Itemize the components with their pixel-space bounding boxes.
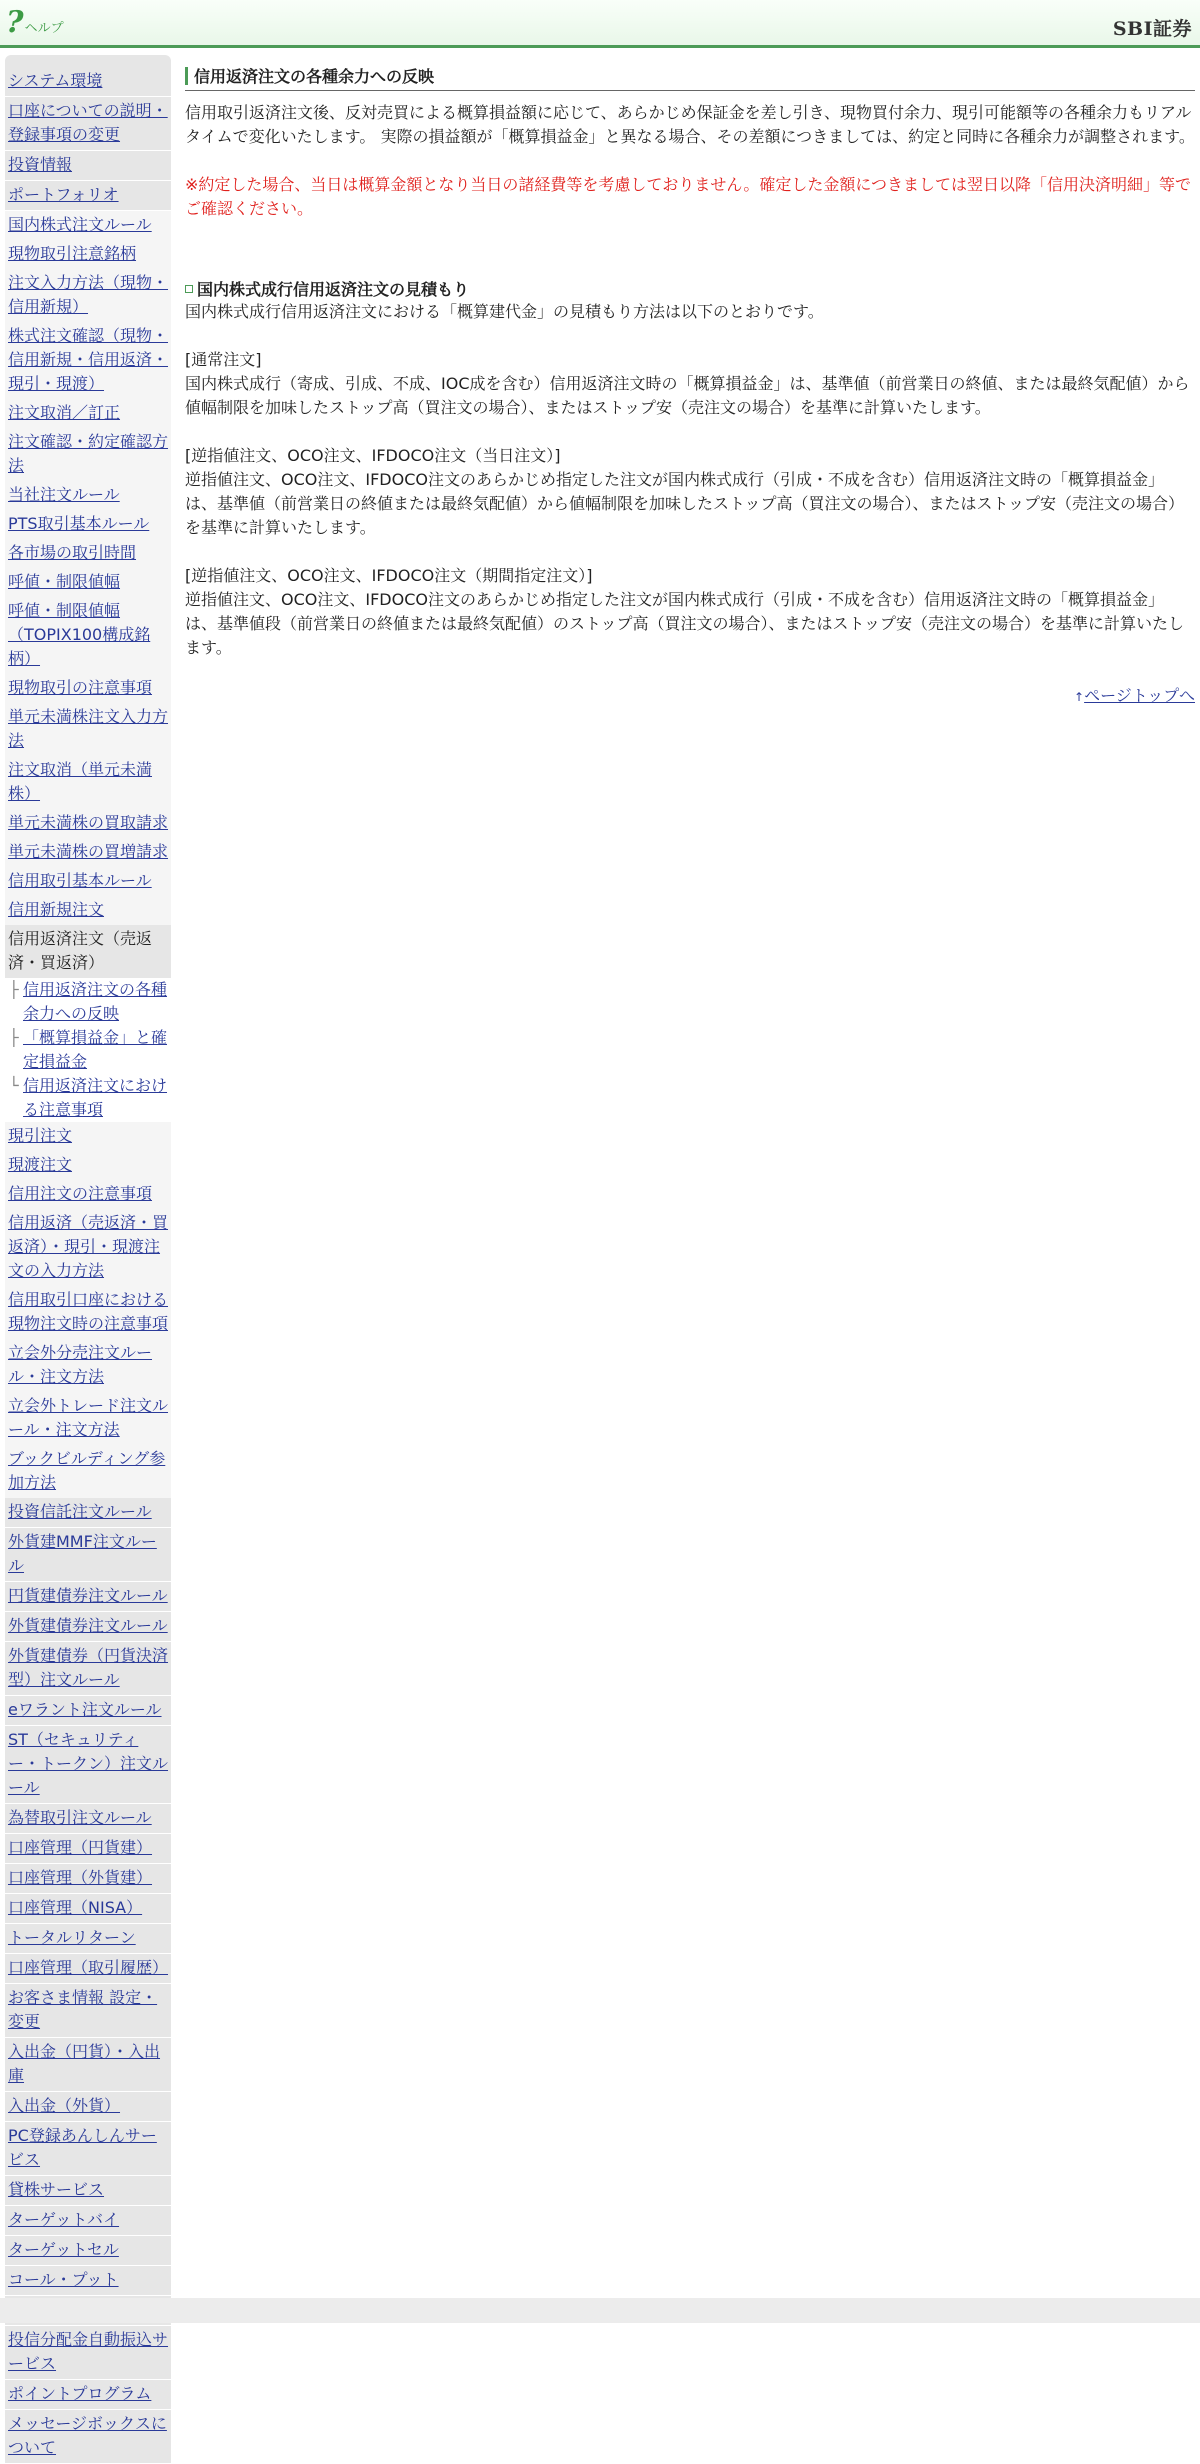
sidebar-item-link[interactable]: 現物取引の注意事項	[8, 678, 153, 697]
sidebar-item[interactable]	[5, 1924, 171, 1954]
sidebar-item[interactable]	[5, 240, 171, 269]
sidebar-item[interactable]	[5, 481, 171, 510]
sidebar-item[interactable]	[5, 97, 171, 151]
sidebar-nav	[5, 55, 171, 2464]
sidebar-item-link[interactable]: eワラント注文ルール	[8, 1700, 162, 1719]
sidebar-item[interactable]	[5, 1286, 171, 1339]
sidebar-item-link[interactable]: ブックビルディング参加方法	[8, 1449, 166, 1492]
sidebar-item-link[interactable]: 単元未満株注文入力方法	[8, 707, 169, 750]
sidebar-item-link[interactable]: 注文取消／訂正	[8, 403, 121, 422]
sidebar-top-list	[5, 67, 171, 211]
block-text: 逆指値注文、OCO注文、IFDOCO注文のあらかじめ指定した注文が国内株式成行（引成・不成を含む）信用返済注文時の「概算損益金」は、基準値（前営業日の終値または最終気配値）から値幅制限を加味したストップ高（買注文の場合）、またはストップ安（売注文の場合）を基準に計算いたします。	[185, 470, 1185, 537]
sidebar-item[interactable]	[5, 2326, 171, 2380]
footer-band	[0, 2298, 1200, 2323]
sidebar-item[interactable]	[5, 151, 171, 181]
sidebar-item[interactable]	[5, 2410, 171, 2464]
sidebar-item-link[interactable]: 信用注文の注意事項	[8, 1184, 153, 1203]
sidebar-item-link[interactable]: 入出金（外貨）	[8, 2096, 121, 2115]
help-link[interactable]	[6, 5, 64, 40]
sidebar-item[interactable]	[5, 674, 171, 703]
sidebar-item-link[interactable]: ポートフォリオ	[8, 185, 119, 204]
sidebar-item[interactable]	[5, 1151, 171, 1180]
sidebar-item-link[interactable]: 外貨建債券（円貨決済型）注文ルール	[8, 1646, 169, 1689]
sidebar-stock-group	[5, 211, 171, 1498]
sidebar-item-link[interactable]: 為替取引注文ルール	[8, 1808, 152, 1827]
sidebar-item-link[interactable]: 外貨建MMF注文ルール	[8, 1532, 157, 1575]
sidebar-item-active-label: 信用返済注文（売返済・買返済）	[8, 929, 153, 972]
sidebar-item-link[interactable]: 注文確認・約定確認方法	[8, 432, 169, 475]
sidebar-item-link[interactable]: 当社注文ルール	[8, 485, 120, 504]
sidebar-item[interactable]	[5, 809, 171, 838]
sidebar-item-link[interactable]: 信用取引基本ルール	[8, 871, 152, 890]
sidebar-sub-item[interactable]	[5, 978, 171, 1026]
sidebar-item[interactable]	[5, 1392, 171, 1445]
sidebar-item-link[interactable]: 単元未満株の買増請求	[8, 842, 169, 861]
sidebar-item-link[interactable]: ターゲットバイ	[8, 2210, 120, 2229]
block-text: 国内株式成行（寄成、引成、不成、IOC成を含む）信用返済注文時の「概算損益金」は、基準値（前営業日の終値、または最終気配値）から値幅制限を加味したストップ高（買注文の場合）、またはストップ安（売注文の場合）を基準に計算いたします。	[185, 374, 1190, 417]
sidebar-item-link[interactable]: 口座についての説明・登録事項の変更	[8, 101, 168, 144]
sidebar-item[interactable]	[5, 2122, 171, 2176]
sidebar-item[interactable]	[5, 2092, 171, 2122]
sidebar-item[interactable]	[5, 510, 171, 539]
sidebar-item[interactable]	[5, 1726, 171, 1804]
page-top-link[interactable]: ページトップへ	[1084, 686, 1195, 705]
sidebar-item-link[interactable]: 立会外トレード注文ルール・注文方法	[8, 1396, 169, 1439]
sidebar-sub-item[interactable]	[5, 1026, 171, 1074]
help-question-icon: ?	[6, 5, 24, 40]
section-heading	[185, 277, 1195, 300]
sidebar-item[interactable]	[5, 2176, 171, 2206]
sidebar-item[interactable]	[5, 1445, 171, 1498]
sidebar-item-link[interactable]: ポイントプログラム	[8, 2384, 152, 2403]
sidebar-item[interactable]	[5, 1894, 171, 1924]
sidebar-item-link[interactable]: ST（セキュリティー・トークン）注文ルール	[8, 1730, 169, 1797]
sidebar-item-link[interactable]: 円貨建債券注文ルール	[8, 1586, 168, 1605]
sidebar-item[interactable]	[5, 1122, 171, 1151]
sidebar-item-link[interactable]: 貸株サービス	[8, 2180, 105, 2199]
page-top-wrap	[185, 684, 1195, 709]
sidebar-sub-list	[5, 978, 171, 1122]
sidebar-item[interactable]	[5, 211, 171, 240]
sidebar-item[interactable]	[5, 1612, 171, 1642]
sidebar-item-link[interactable]: 立会外分売注文ルール・注文方法	[8, 1343, 153, 1386]
sidebar-item-link[interactable]: 投資信託注文ルール	[8, 1502, 152, 1521]
block-title: [通常注文]	[185, 350, 262, 369]
main-content	[185, 62, 1195, 709]
sidebar-item[interactable]	[5, 867, 171, 896]
sidebar-item-link[interactable]: トータルリターン	[8, 1928, 136, 1947]
sidebar-item[interactable]	[5, 703, 171, 756]
sidebar-item-link[interactable]: 株式注文確認（現物・信用新規・信用返済・現引・現渡）	[8, 326, 169, 393]
block-stop-period	[185, 564, 1195, 660]
sidebar-item[interactable]	[5, 1804, 171, 1834]
sidebar-item[interactable]	[5, 1954, 171, 1984]
notice-paragraph: ※約定した場合、当日は概算金額となり当日の諸経費等を考慮しておりません。確定した金額につきましては翌日以降「信用決済明細」等でご確認ください。	[185, 175, 1192, 218]
sidebar-item[interactable]	[5, 399, 171, 428]
sidebar-item[interactable]	[5, 2380, 171, 2410]
header-bar	[0, 0, 1200, 48]
sidebar-item[interactable]	[5, 428, 171, 481]
sidebar-item[interactable]	[5, 1209, 171, 1286]
sidebar-item-link[interactable]: 単元未満株の買取請求	[8, 813, 169, 832]
sidebar-item[interactable]	[5, 2206, 171, 2236]
sidebar-item[interactable]	[5, 1180, 171, 1209]
arrow-up-icon: ↑	[1074, 690, 1085, 704]
sidebar-item[interactable]	[5, 322, 171, 399]
help-label: ヘルプ	[24, 21, 64, 36]
sidebar-item-link[interactable]: 口座管理（外貨建）	[8, 1868, 153, 1887]
sidebar-item-link[interactable]: 各市場の取引時間	[8, 543, 137, 562]
sidebar-item-link[interactable]: 外貨建債券注文ルール	[8, 1616, 168, 1635]
sidebar-item[interactable]	[5, 1528, 171, 1582]
sidebar-item-link[interactable]: 入出金（円貨）・入出庫	[8, 2042, 161, 2085]
section-title: 国内株式成行信用返済注文の見積もり	[197, 280, 470, 299]
tree-branch-icon: ├	[9, 1028, 19, 1047]
sidebar-item-link[interactable]: 信用取引口座における現物注文時の注意事項	[8, 1290, 169, 1333]
sidebar-sub-item-link[interactable]: 「概算損益金」と確定損益金	[23, 1028, 168, 1071]
sidebar-item-link[interactable]: 投信分配金自動振込サービス	[8, 2330, 169, 2373]
sidebar-item-link[interactable]: 現物取引注意銘柄	[8, 244, 137, 263]
intro-paragraph: 信用取引返済注文後、反対売買による概算損益額に応じて、あらかじめ保証金を差し引き、現物買付余力、現引可能額等の各種余力もリアルタイムで変化いたします。 実際の損益額が「概算損益金」と異なる場合、その差額につきましては、約定と同時に各種余力が調整されます。	[185, 103, 1195, 146]
sidebar-group-list	[5, 211, 171, 925]
sidebar-item-link[interactable]: ターゲットセル	[8, 2240, 119, 2259]
sidebar-item-link[interactable]: 口座管理（円貨建）	[8, 1838, 153, 1857]
sidebar-item[interactable]	[5, 1834, 171, 1864]
sidebar-item-link[interactable]: 現渡注文	[8, 1155, 73, 1174]
sidebar-item-link[interactable]: 信用新規注文	[8, 900, 105, 919]
sidebar-item[interactable]	[5, 2236, 171, 2266]
square-bullet-icon	[185, 285, 193, 293]
sidebar-item-link[interactable]: 呼値・制限値幅	[8, 572, 121, 591]
sidebar-item[interactable]	[5, 597, 171, 674]
sidebar-item-link[interactable]: お客さま情報 設定・変更	[8, 1988, 158, 2031]
sidebar-item-link[interactable]: 呼値・制限値幅（TOPIX100構成銘柄）	[8, 601, 151, 668]
sidebar-item-link[interactable]: PC登録あんしんサービス	[8, 2126, 157, 2169]
section-description: 国内株式成行信用返済注文における「概算建代金」の見積もり方法は以下のとおりです。	[185, 302, 824, 321]
sidebar-item-link[interactable]: 注文入力方法（現物・信用新規）	[8, 273, 169, 316]
sidebar-item[interactable]	[5, 2038, 171, 2092]
sidebar-item-link[interactable]: 注文取消（単元未満株）	[8, 760, 153, 803]
sidebar-item[interactable]	[5, 539, 171, 568]
sidebar-item-link[interactable]: メッセージボックスについて	[8, 2414, 167, 2457]
sidebar-item[interactable]	[5, 2266, 171, 2296]
sidebar-item[interactable]	[5, 1498, 171, 1528]
sidebar-item[interactable]	[5, 896, 171, 925]
sidebar-item-link[interactable]: コール・プット	[8, 2270, 119, 2289]
block-title: [逆指値注文、OCO注文、IFDOCO注文（期間指定注文）]	[185, 566, 593, 585]
block-stop-same-day	[185, 444, 1195, 540]
sidebar-item[interactable]	[5, 838, 171, 867]
brand-logo: SBI証券	[1112, 18, 1192, 40]
sidebar-sub-item[interactable]	[5, 1074, 171, 1122]
block-normal-order	[185, 348, 1195, 420]
sidebar-item-link[interactable]: 国内株式注文ルール	[8, 215, 152, 234]
sidebar-item-link[interactable]: 信用返済（売返済・買返済）・現引・現渡注文の入力方法	[8, 1213, 169, 1280]
sidebar-item-link[interactable]: システム環境	[8, 71, 103, 90]
sidebar-item[interactable]	[5, 1864, 171, 1894]
sidebar-item[interactable]	[5, 568, 171, 597]
block-title: [逆指値注文、OCO注文、IFDOCO注文（当日注文）]	[185, 446, 561, 465]
title-accent-bar	[185, 67, 188, 85]
sidebar-item[interactable]	[5, 1984, 171, 2038]
sidebar-item-link[interactable]: 口座管理（NISA）	[8, 1898, 143, 1917]
sidebar-item[interactable]	[5, 1696, 171, 1726]
page-title: 信用返済注文の各種余力への反映	[194, 67, 435, 86]
page-title-bar	[185, 62, 1195, 91]
tree-branch-icon: └	[9, 1076, 19, 1095]
sidebar-item-link[interactable]: 投資情報	[8, 155, 73, 174]
sidebar-sub-item-link[interactable]: 信用返済注文の各種余力への反映	[23, 980, 168, 1023]
sidebar-item[interactable]	[5, 1582, 171, 1612]
sidebar-item-active	[5, 925, 171, 978]
sidebar-item[interactable]	[5, 1642, 171, 1696]
sidebar-item-link[interactable]: PTS取引基本ルール	[8, 514, 150, 533]
tree-branch-icon: ├	[9, 980, 19, 999]
sidebar-item[interactable]	[5, 67, 171, 97]
sidebar-sub-item-link[interactable]: 信用返済注文における注意事項	[23, 1076, 168, 1119]
sidebar-item-link[interactable]: 現引注文	[8, 1126, 73, 1145]
sidebar-group-after-list	[5, 1122, 171, 1498]
block-text: 逆指値注文、OCO注文、IFDOCO注文のあらかじめ指定した注文が国内株式成行（引成・不成を含む）信用返済注文時の「概算損益金」は、基準値段（前営業日の終値または最終気配値）のストップ高（買注文の場合）、またはストップ安（売注文の場合）を基準に計算いたします。	[185, 590, 1185, 657]
sidebar-item[interactable]	[5, 756, 171, 809]
sidebar-item[interactable]	[5, 269, 171, 322]
sidebar-item[interactable]	[5, 1339, 171, 1392]
sidebar-item-link[interactable]: 口座管理（取引履歴）	[8, 1958, 169, 1977]
sidebar-item[interactable]	[5, 181, 171, 211]
